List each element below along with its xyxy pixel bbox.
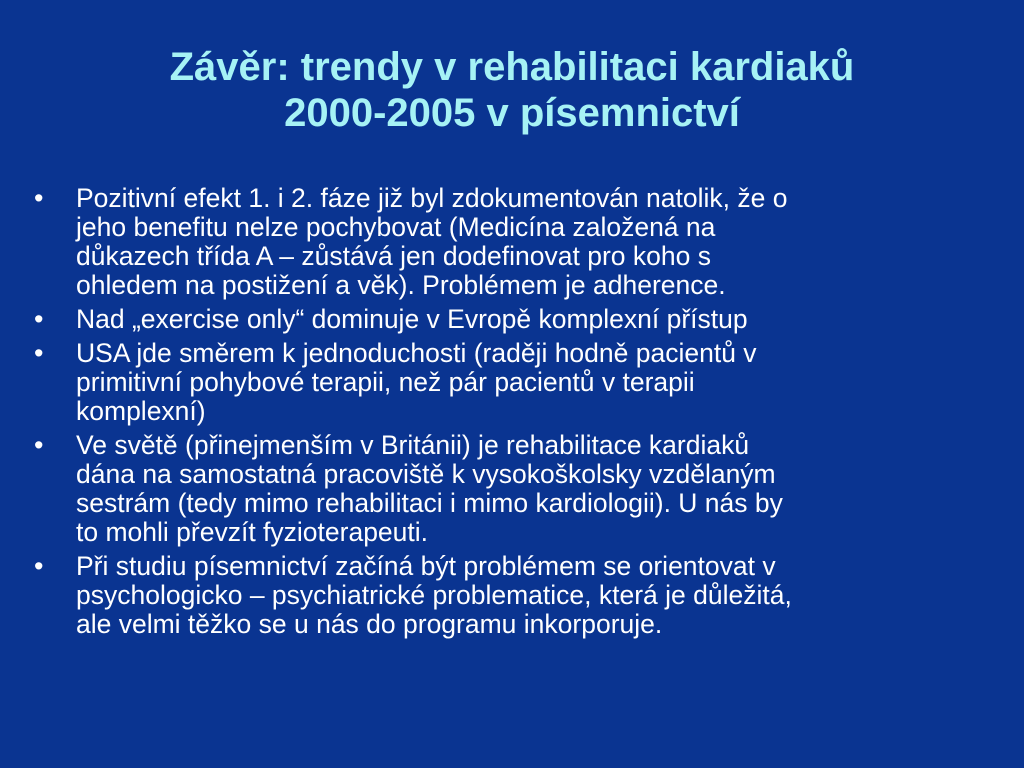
bullet-icon: • — [34, 430, 44, 460]
slide-title-line-2: 2000-2005 v písemnictví — [284, 91, 740, 135]
bullet-text-3: USA jde směrem k jednoduchosti (raději hodně pacientů v primitivní pohybové terapii, než pár pacientů v terapii komplexní) — [76, 338, 757, 426]
bullet-text-4: Ve světě (přinejmenším v Británii) je rehabilitace kardiaků dána na samostatná pracoviště k vysokoškolsky vzdělaným sestrám (tedy mimo rehabilitaci i mimo kardiologii). U nás by to mohli převzít fyzioterapeuti. — [76, 430, 783, 547]
bullet-item-1 — [30, 184, 1002, 300]
bullet-icon: • — [34, 183, 44, 213]
bullet-item-5 — [30, 552, 1002, 639]
slide-title-line-1: Závěr: trendy v rehabilitaci kardiaků — [169, 45, 855, 89]
bullet-icon: • — [34, 338, 44, 368]
bullet-item-4 — [30, 431, 1002, 547]
bullet-text-2: Nad „exercise only“ dominuje v Evropě komplexní přístup — [76, 304, 748, 334]
bullet-text-1: Pozitivní efekt 1. i 2. fáze již byl zdokumentován natolik, že o jeho benefitu nelze pochybovat (Medicína založená na důkazech třída A – zůstává jen dodefinovat pro koho s ohledem na postižení a věk). Problémem je adherence. — [76, 183, 788, 300]
bullet-icon: • — [34, 551, 44, 581]
bullet-icon: • — [34, 304, 44, 334]
bullet-text-5: Při studiu písemnictví začíná být problémem se orientovat v psychologicko – psychiatrické problematice, která je důležitá, ale velmi těžko se u nás do programu inkorporuje. — [76, 551, 792, 639]
bullet-item-2 — [30, 305, 1002, 334]
slide-title — [40, 44, 984, 136]
bullet-item-3 — [30, 339, 1002, 426]
bullet-list — [30, 184, 1002, 644]
